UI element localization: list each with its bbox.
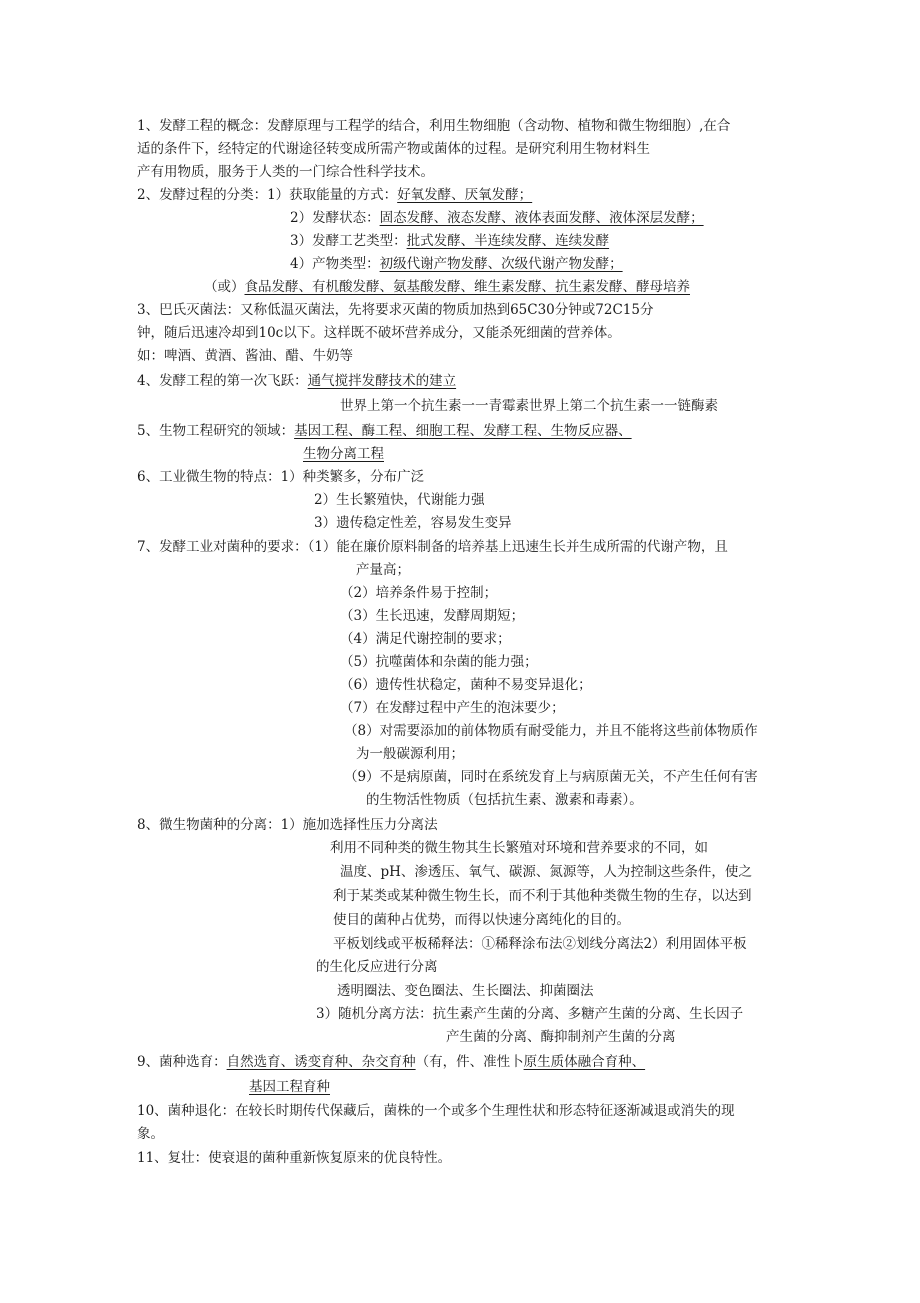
degeneration-line-2: 象。 [137,1126,164,1142]
concept-line-1: 1、发酵工程的概念：发酵原理与工程学的结合，利用生物细胞（含动物、植物和微生物细胞）,在合 [137,118,731,134]
isolation-line-3: 温度、pH、渗透压、氧气、碳源、氮源等，人为控制这些条件，使之 [340,864,752,880]
strain-req-item-8b: 为一般碳源利用； [356,746,464,762]
breeding-values-3: 基因工程育种 [249,1079,330,1095]
pasteurization-line-2: 钟，随后迅速冷却到10c以下。这样既不破坏营养成分，又能杀死细菌的营养体。 [137,325,621,341]
concept-line-3: 产有用物质，服务于人类的一门综合性科学技术。 [137,164,434,180]
strain-req-item-9b: 的生物活性物质（包括抗生素、激素和毒素）。 [366,792,643,808]
strain-req-line-1b: 产量高； [356,562,410,578]
classification-line-1 [137,185,532,205]
strain-req-item-5: （5）抗噬菌体和杂菌的能力强； [340,654,538,670]
microbe-traits-line-3: 3）遗传稳定性差，容易发生变异 [314,515,512,531]
classification-state-label: 2）发酵状态： [290,210,380,226]
classification-line-4 [290,254,623,274]
classification-process-values: 批式发酵、半连续发酵、连续发酵 [406,233,610,249]
isolation-line-10: 产生菌的分离、酶抑制剂产生菌的分离 [446,1029,676,1045]
bioeng-fields-line-2 [303,444,384,464]
strain-req-item-9: （9）不是病原菌，同时在系统发育上与病原菌无关，不产生任何有害 [344,769,758,785]
first-leap-line [137,371,456,391]
classification-energy-label: 2、发酵过程的分类：1）获取能量的方式： [137,187,398,203]
strain-req-item-2: （2）培养条件易于控制； [340,585,498,601]
isolation-line-5: 使目的菌种占优势，而得以快速分离纯化的目的。 [333,912,630,928]
breeding-line-1 [137,1052,645,1072]
strain-req-item-3: （3）生长迅速，发酵周期短； [340,608,525,624]
degeneration-line-1: 10、菌种退化：在较长时期传代保藏后，菌株的一个或多个生理性状和形态特征逐渐减退或消失的现 [137,1103,735,1119]
classification-product-label: 4）产物类型： [290,256,380,272]
bioeng-fields-label: 5、生物工程研究的领域： [137,423,295,439]
classification-energy-values: 好氧发酵、厌氧发酵； [397,187,533,203]
breeding-values-2: 原生质体融合育种、 [523,1054,646,1070]
microbe-traits-line-2: 2）生长繁殖快，代谢能力强 [314,492,485,508]
isolation-line-2: 利用不同种类的微生物其生长繁殖对环境和营养要求的不同，如 [330,840,708,856]
classification-line-2 [290,208,704,228]
classification-product-values: 初级代谢产物发酵、次级代谢产物发酵； [379,256,623,272]
strain-req-line-1: 7、发酵工业对菌种的要求：（1）能在廉价原料制备的培养基上迅速生长并生成所需的代谢产物，且 [137,539,728,555]
concept-line-2: 适的条件下，经特定的代谢途径转变成所需产物或菌体的过程。是研究利用生物材料生 [137,141,650,157]
microbe-traits-line-1: 6、工业微生物的特点：1）种类繁多，分布广泛 [137,469,425,485]
bioeng-fields-values-2: 生物分离工程 [303,446,384,462]
bioeng-fields-values: 基因工程、酶工程、细胞工程、发酵工程、生物反应器、 [294,423,632,439]
breeding-label: 9、菌种选育： [137,1054,227,1070]
rejuvenation-line-1: 11、复壮：使衰退的菌种重新恢复原来的优良特性。 [137,1150,452,1166]
strain-req-item-7: （7）在发酵过程中产生的泡沫要少； [340,700,565,716]
strain-req-item-6: （6）遗传性状稳定，菌种不易变异退化； [340,677,592,693]
antibiotics-line: 世界上第一个抗生素一一青霉素世界上第二个抗生素一一链酶素 [340,398,718,414]
first-leap-label: 4、发酵工程的第一次飞跃： [137,373,308,389]
bioeng-fields-line [137,421,632,441]
isolation-line-8: 透明圈法、变色圈法、生长圈法、抑菌圈法 [337,983,594,999]
isolation-line-9: 3）随机分离方法：抗生素产生菌的分离、多糖产生菌的分离、生长因子 [316,1006,744,1022]
breeding-mid: （有，件、准性卜 [415,1054,524,1070]
strain-req-item-8: （8）对需要添加的前体物质有耐受能力，并且不能将这些前体物质作 [344,723,758,739]
breeding-values-1: 自然选育、诱变育种、杂交育种 [226,1054,416,1070]
classification-state-values: 固态发酵、液态发酵、液体表面发酵、液体深层发酵； [379,210,704,226]
classification-or-label: （或） [204,279,245,295]
breeding-line-2 [249,1077,330,1097]
pasteurization-line-3: 如：啤酒、黄酒、酱油、醋、牛奶等 [137,348,353,364]
isolation-line-4: 利于某类或某种微生物生长，而不利于其他种类微生物的生存，以达到 [333,888,752,904]
isolation-line-1: 8、微生物菌种的分离：1）施加选择性压力分离法 [137,817,438,833]
isolation-line-6: 平板划线或平板稀释法：①稀释涂布法②划线分离法2）利用固体平板 [333,936,747,952]
classification-line-3 [290,231,609,251]
strain-req-item-4: （4）满足代谢控制的要求； [340,631,511,647]
first-leap-value: 通气搅拌发酵技术的建立 [307,373,457,389]
classification-line-5 [204,277,690,297]
classification-process-label: 3）发酵工艺类型： [290,233,407,249]
isolation-line-7: 的生化反应进行分离 [316,959,438,975]
pasteurization-line-1: 3、巴氏灭菌法：又称低温灭菌法，先将要求灭菌的物质加热到65C30分钟或72C15分 [137,302,654,318]
classification-or-values: 食品发酵、有机酸发酵、氨基酸发酵、维生素发酵、抗生素发酵、酵母培养 [244,279,690,295]
